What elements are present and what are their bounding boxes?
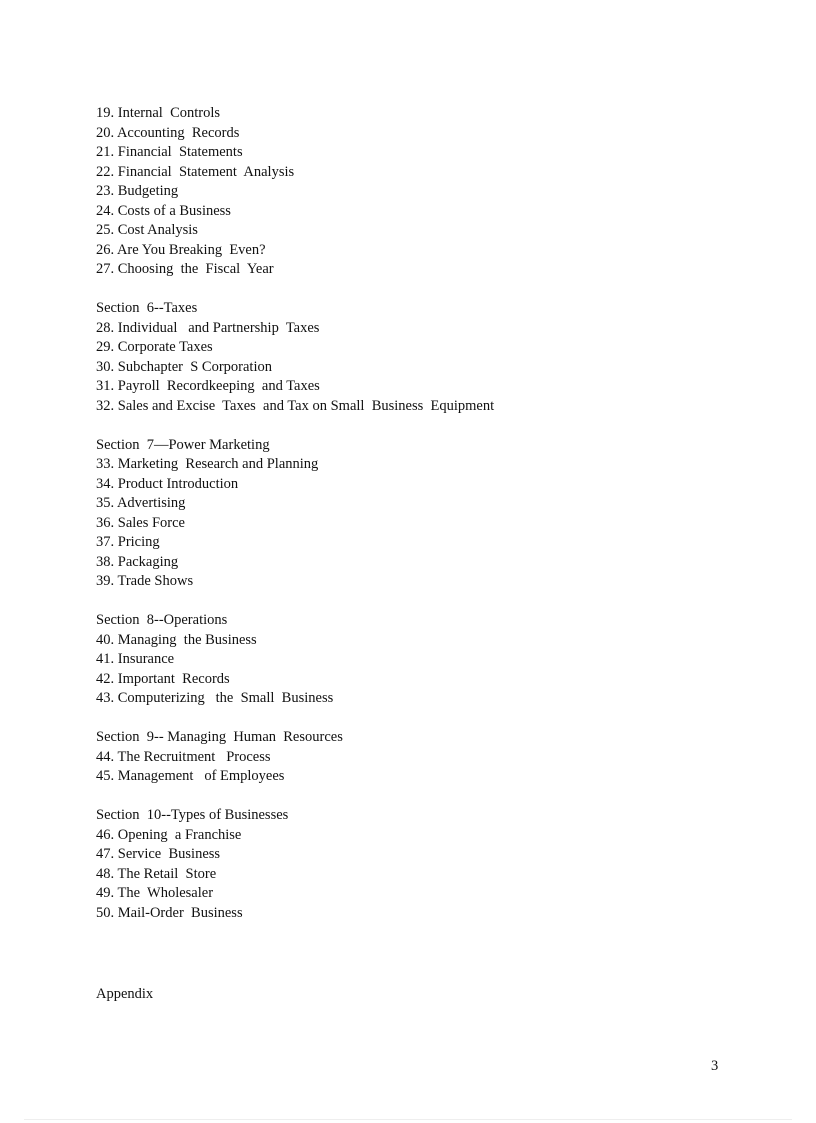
toc-entry: 47. Service Business	[96, 846, 221, 862]
toc-group-accounting	[96, 104, 736, 280]
toc-entry: 49. The Wholesaler	[96, 885, 214, 901]
toc-entry: 38. Packaging	[96, 553, 179, 570]
toc-entry: 21. Financial Statements	[96, 144, 243, 160]
toc-entry: 28. Individual and Partnership Taxes	[96, 319, 320, 336]
toc-entry: 23. Budgeting	[96, 183, 179, 199]
toc-section-power-marketing	[96, 436, 736, 592]
page-bottom-edge	[24, 1119, 792, 1120]
toc-entry: 37. Pricing	[96, 534, 160, 550]
section-heading: Section 7—Power Marketing	[96, 436, 270, 453]
toc-entry: 48. The Retail Store	[96, 865, 217, 882]
toc-entry: 45. Management of Employees	[96, 768, 285, 784]
table-of-contents	[96, 104, 736, 923]
spacer	[96, 787, 736, 807]
section-heading: Section 10--Types of Businesses	[96, 807, 289, 823]
toc-entry: 34. Product Introduction	[96, 475, 239, 492]
toc-entry: 20. Accounting Records	[96, 124, 240, 141]
toc-entry: 41. Insurance	[96, 651, 175, 667]
toc-entry: 27. Choosing the Fiscal Year	[96, 261, 274, 277]
spacer	[96, 592, 736, 612]
toc-entry: 19. Internal Controls	[96, 105, 221, 121]
toc-entry: 33. Marketing Research and Planning	[96, 456, 319, 472]
toc-entry: 36. Sales Force	[96, 514, 185, 531]
toc-entry: 43. Computerizing the Small Business	[96, 690, 334, 706]
toc-entry: 30. Subchapter S Corporation	[96, 358, 272, 375]
toc-entry: 39. Trade Shows	[96, 573, 194, 589]
toc-entry: 24. Costs of a Business	[96, 202, 231, 219]
section-heading: Section 9-- Managing Human Resources	[96, 729, 343, 745]
toc-entry: 35. Advertising	[96, 495, 186, 511]
spacer	[96, 709, 736, 729]
spacer	[96, 280, 736, 300]
toc-section-types-of-businesses	[96, 806, 736, 923]
toc-section-human-resources	[96, 728, 736, 787]
section-heading: Section 8--Operations	[96, 612, 228, 628]
toc-entry: 50. Mail-Order Business	[96, 904, 243, 921]
toc-entry: 42. Important Records	[96, 670, 230, 687]
spacer	[96, 416, 736, 436]
toc-entry: 22. Financial Statement Analysis	[96, 163, 295, 180]
toc-entry: 25. Cost Analysis	[96, 222, 198, 238]
toc-section-operations	[96, 611, 736, 709]
toc-section-taxes	[96, 299, 736, 416]
toc-entry: 26. Are You Breaking Even?	[96, 241, 266, 258]
toc-entry: 32. Sales and Excise Taxes and Tax on Small Business Equipment	[96, 397, 495, 414]
page-number: 3	[711, 1058, 719, 1074]
toc-entry: 46. Opening a Franchise	[96, 826, 242, 843]
toc-entry: 31. Payroll Recordkeeping and Taxes	[96, 378, 320, 394]
toc-entry: 40. Managing the Business	[96, 631, 257, 648]
section-heading: Section 6--Taxes	[96, 300, 198, 316]
toc-entry: 44. The Recruitment Process	[96, 748, 271, 765]
appendix-heading: Appendix	[96, 986, 154, 1002]
toc-entry: 29. Corporate Taxes	[96, 339, 213, 355]
